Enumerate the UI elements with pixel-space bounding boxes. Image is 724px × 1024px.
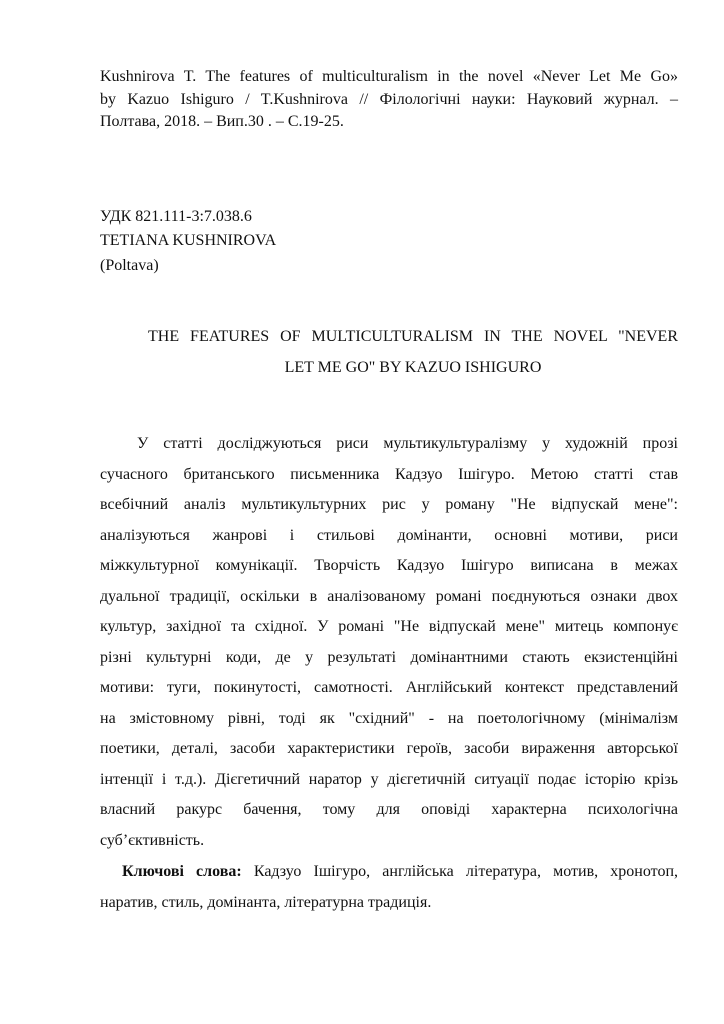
abstract-line: на змістовному рівні, тоді як "східний" - на поетологічному (мінімалізм xyxy=(100,709,678,727)
city: (Poltava) xyxy=(100,256,159,274)
abstract xyxy=(100,429,678,856)
abstract-line: культур, західної та східної. У романі "Не відпускай мене" митець компонує xyxy=(100,618,678,635)
article-title xyxy=(148,321,678,383)
abstract-line: мотиви: туги, покинутості, самотності. Англійський контекст представлений xyxy=(100,679,678,696)
keywords-text: Кадзуо Ішігуро, англійська література, мотив, хронотоп, xyxy=(241,863,679,880)
abstract-line: суб’єктивність. xyxy=(100,831,205,849)
abstract-line: власний ракурс бачення, тому для оповіді характерна психологічна xyxy=(100,801,678,818)
citation-line: by Kazuo Ishiguro / T.Kushnirova // Філологічні науки: Науковий журнал. – xyxy=(100,90,678,108)
keywords-line: наратив, стиль, домінанта, літературна традиція. xyxy=(100,894,432,911)
citation-line: Полтава, 2018. – Вип.30 . – С.19-25. xyxy=(100,113,344,130)
keywords-line xyxy=(100,856,678,887)
author: TETIANA KUSHNIROVA xyxy=(100,232,277,249)
abstract-line: інтенції і т.д.). Дієгетичний наратор у дієгетичній ситуації подає історію крізь xyxy=(100,770,678,788)
citation xyxy=(100,66,678,134)
abstract-line: всебічний аналіз мультикультурних рис у роману "Не відпускай мене": xyxy=(100,496,678,513)
keywords-label: Ключові слова: xyxy=(122,863,242,880)
abstract-line: різні культурні коди, де у результаті домінантними стають екзистенційні xyxy=(100,648,678,666)
udk: УДК 821.111-3:7.038.6 xyxy=(100,207,252,225)
title-line: THE FEATURES OF MULTICULTURALISM IN THE NOVEL "NEVER xyxy=(148,328,678,345)
abstract-line: поетики, деталі, засоби характеристики героїв, засоби вираження авторської xyxy=(100,740,678,757)
keywords xyxy=(100,856,678,918)
abstract-line: дуальної традиції, оскільки в аналізованому романі поєднуються ознаки двох xyxy=(100,587,678,605)
abstract-line: міжкультурної комунікації. Творчість Кадзуо Ішігуро виписана в межах xyxy=(100,557,678,574)
article-meta xyxy=(100,205,678,279)
abstract-line: аналізуються жанрові і стильові домінанти, основні мотиви, риси xyxy=(100,526,678,544)
citation-line: Kushnirova T. The features of multiculturalism in the novel «Never Let Me Go» xyxy=(100,68,678,85)
abstract-line: У статті досліджуються риси мультикультуралізму у художній прозі xyxy=(137,435,678,452)
abstract-line: сучасного британського письменника Кадзуо Ішігуро. Метою статті став xyxy=(100,465,678,483)
title-line: LET ME GO" BY KAZUO ISHIGURO xyxy=(284,359,542,376)
